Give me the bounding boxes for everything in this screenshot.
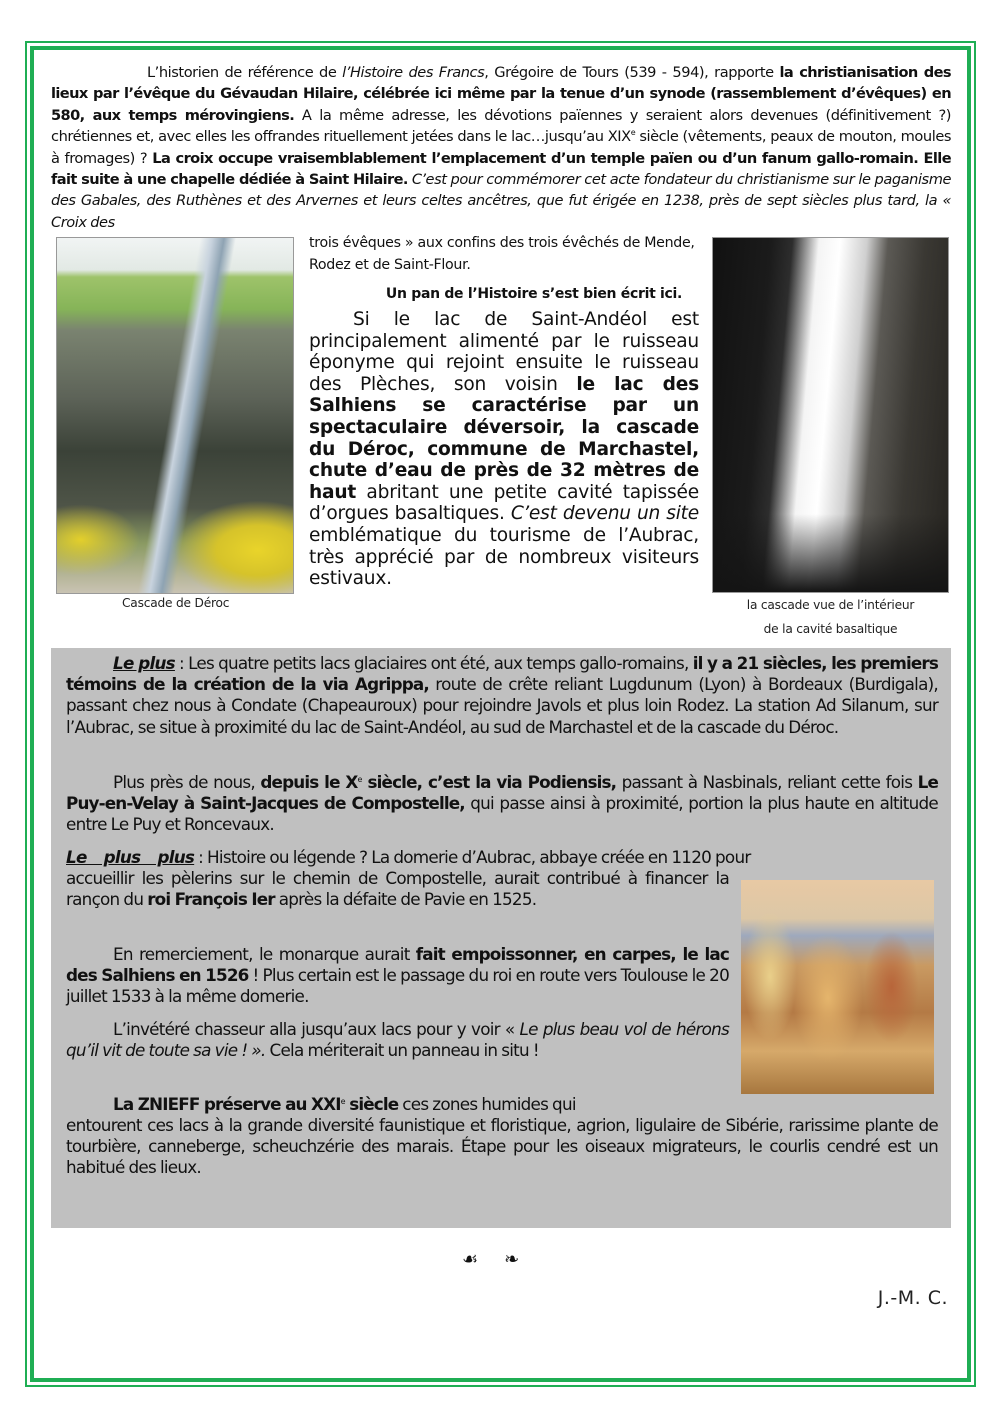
superscript: e (357, 775, 362, 784)
paragraph-bold-text: La ZNIEFF préserve au XXI (113, 1094, 341, 1114)
quote-text: Le plus beau vol de hérons qu’il vit de toute sa vie ! ». (66, 1019, 729, 1061)
middle-column (309, 232, 699, 590)
paragraph-bold-text: siècle (344, 1094, 399, 1114)
paragraph-bold-text: depuis le X (260, 772, 358, 792)
paragraph-text: : Les quatre petits lacs glaciaires ont été, aux temps gallo-romains, (174, 653, 693, 673)
paragraph-bold-text: fait empoissonner, en carpes, le lac des Salhiens en 1526 (66, 944, 729, 986)
intro-paragraph (51, 62, 951, 233)
le-plus-plus-heading-line (66, 847, 938, 868)
motto: Un pan de l’Histoire s’est bien écrit ici. (385, 286, 683, 302)
paragraph-bold-text: il y a 21 siècles, les premiers témoins de la création de la via Agrippa, (66, 653, 938, 695)
le-plus-plus-label: Le plus plus (66, 847, 195, 867)
remerciement-paragraph (66, 944, 729, 1008)
superscript: e (630, 128, 636, 138)
lakes-text: emblématique du tourisme de l’Aubrac, très apprécié par de nombreux visiteurs estivaux. (309, 524, 699, 590)
paragraph-text: ces zones humides qui (398, 1094, 576, 1114)
paragraph-text: route de crête reliant Lugdunum (Lyon) à Bordeaux (Burdigala), passant chez nous à Condate (Chapeauroux) pour rejoindre Javols et plus loin Rodez. La station Ad Silanum, sur l’Aubrac, se situe à proximité du lac de Saint-Andéol, au sud de Marchastel et de la cascade du Déroc. (66, 674, 938, 737)
francois-ier-tapestry-image (741, 880, 934, 1094)
intro-text: siècle (vêtements, peaux de mouton, moules à fromages) ? (51, 128, 951, 167)
waterfall-photo (56, 237, 294, 594)
fleuron-ornament-icon: ☙❧ (462, 1249, 546, 1270)
paragraph-bold-text: Le Puy-en-Velay à Saint-Jacques de Compostelle, (66, 772, 938, 814)
paragraph-text: passant à Nasbinals, reliant cette fois (616, 772, 918, 792)
paragraph-text: qui passe ainsi à proximité, portion la plus haute en altitude entre Le Puy et Roncevaux. (66, 793, 938, 835)
paragraph-text: En remerciement, le monarque aurait (113, 944, 416, 964)
paragraph-text: ! Plus certain est le passage du roi en route vers Toulouse le 20 juillet 1533 à la même domerie. (66, 965, 730, 1007)
intro-continuation: trois évêques » aux confins des trois évêchés de Mende, Rodez et de Saint-Flour. (309, 235, 695, 273)
book-title: l’Histoire des Francs (342, 64, 485, 81)
le-plus-paragraph (66, 653, 938, 738)
paragraph-text: entourent ces lacs à la grande diversité faunistique et floristique, agrion, ligulaire de Sibérie, rarissime plante de tourbière, canneberge, scheuchzérie des marais. Étape pour les oiseaux migrateurs, le courlis cendré est un habitué des lieux. (66, 1115, 938, 1178)
lakes-bold-text: le lac des Salhiens se caractérise par un spectaculaire déversoir, la cascade du Déroc, commune de Marchastel, chute d’eau de près de 32 mètres de haut (309, 373, 699, 503)
intro-italic-text: C’est pour commémorer cet acte fondateur du christianisme sur le paganisme des Gabales, des Ruthènes et des Arvernes et leurs celtes ancêtres, que fut érigée en 1238, près de sept siècles plus tard, la « Croix des (51, 171, 951, 231)
znieff-heading-line (66, 1094, 729, 1115)
paragraph-text: accueillir les pèlerins sur le chemin de Compostelle, aurait contribué à financer la rançon du (66, 868, 729, 910)
podiensis-paragraph (66, 772, 938, 836)
lakes-text: Si le lac de Saint-Andéol est principalement alimenté par le ruisseau éponyme qui rejoint ensuite le ruisseau des Plèches, son voisin (309, 309, 699, 395)
superscript: e (340, 1097, 345, 1106)
author-signature: J.-M. C. (877, 1287, 948, 1309)
le-plus-plus-paragraph (66, 868, 729, 910)
lakes-italic-text: C’est devenu un site (510, 503, 699, 525)
paragraph-bold-text: siècle, c’est la via Podiensis, (361, 772, 617, 792)
paragraph-text: Cela mériterait un panneau in situ ! (265, 1040, 539, 1061)
intro-bold-text: La croix occupe vraisemblablement l’emplacement d’un temple païen ou d’un fanum gallo-romain. Elle fait suite à une chapelle dédiée à Saint Hilaire. (51, 149, 952, 189)
photo-caption-left: Cascade de Déroc (122, 596, 230, 610)
intro-text: L’historien de référence de (147, 64, 343, 81)
intro-text: , Grégoire de Tours (539 - 594), rapporte (484, 64, 780, 81)
lakes-paragraph (309, 309, 699, 590)
photo-caption-right-line1: la cascade vue de l’intérieur (746, 598, 915, 612)
cave-interior-photo (712, 237, 949, 593)
le-plus-label: Le plus (113, 653, 175, 673)
paragraph-text: Plus près de nous, (113, 772, 261, 792)
paragraph-text: L’invétéré chasseur alla jusqu’aux lacs pour y voir « (113, 1019, 520, 1039)
paragraph-text: après la défaite de Pavie en 1525. (274, 889, 537, 910)
chasseur-paragraph (66, 1019, 729, 1061)
photo-caption-right-line2: de la cavité basaltique (763, 622, 898, 636)
znieff-paragraph (66, 1115, 938, 1179)
paragraph-bold-text: roi François Ier (147, 889, 275, 910)
intro-text: A la même adresse, les dévotions païennes y seraient alors devenues (définitivement ?) chrétiennes et, avec elles les offrandes rituellement jetées dans le lac…jusqu’au XIX (51, 106, 951, 146)
paragraph-text: : Histoire ou légende ? La domerie d’Aubrac, abbaye créée en 1120 pour (194, 847, 751, 867)
intro-bold-text: la christianisation des lieux par l’évêque du Gévaudan Hilaire, célébrée ici même par la tenue d’un synode (rassemblement d’évêques) en 580, aux temps mérovingiens. (51, 64, 951, 124)
lakes-text: abritant une petite cavité tapissée d’orgues basaltiques. (309, 481, 699, 525)
